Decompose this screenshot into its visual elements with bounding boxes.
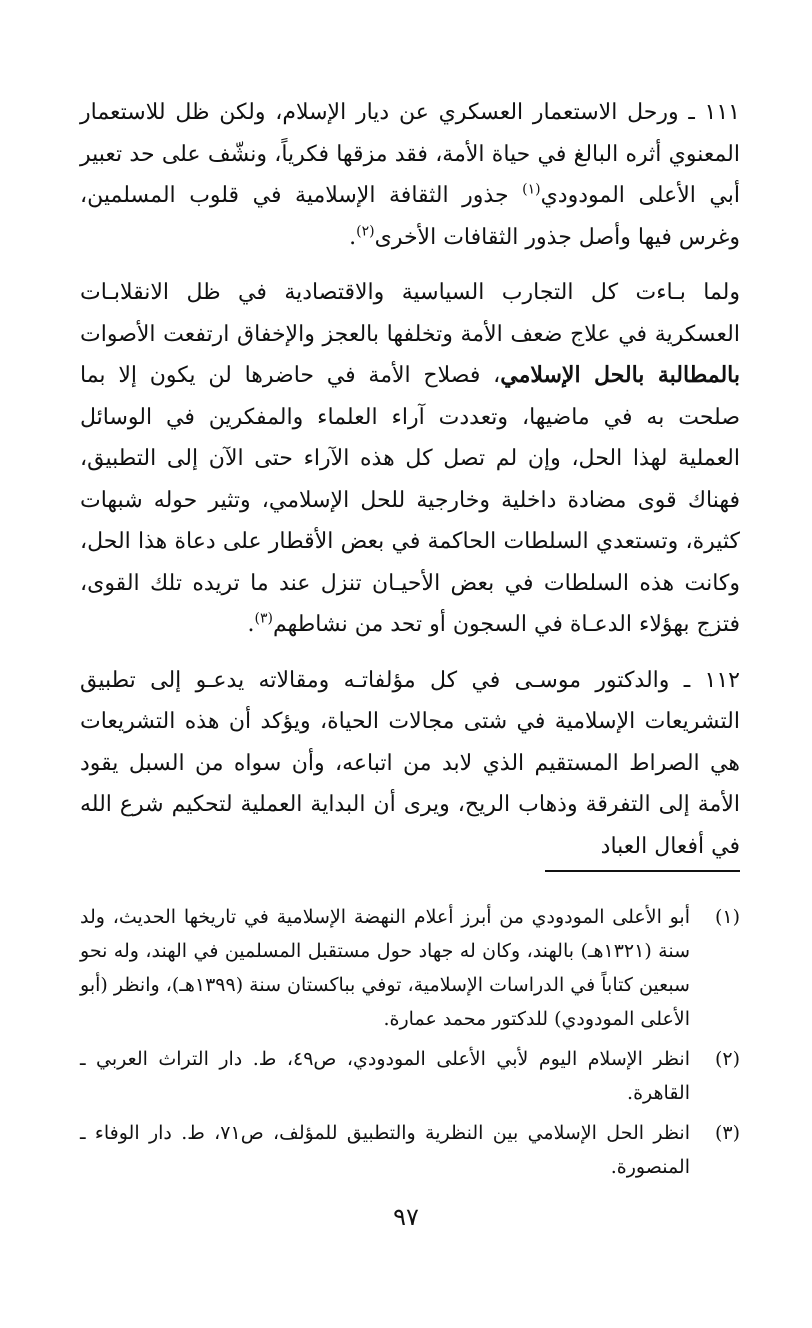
footnote-1 [80, 900, 740, 1036]
paragraph-text: ، فصلاح الأمة في حاضرها لن يكون إلا بما صلحت به في ماضيها، وتعددت آراء العلماء والمفكرين في الوسائل العملية لهذا الحل، وإن لم تصل كل هذه الآراء حتى الآن إلى التطبيق، فهناك قوى مضادة داخلية وخارجية للحل الإسلامي، وتثير حوله شبهات كثيرة، وتستعدي السلطات الحاكمة في بعض الأقطار على دعاة هذا الحل، وكانت هذه السلطات في بعض الأحيـان تنزل عند ما تريده تلك القوى، فتزج بهؤلاء الدعـاة في السجون أو تحد من نشاطهم [80, 363, 741, 637]
footnote-number: (٢) [714, 1048, 740, 1070]
paragraph-111 [80, 92, 740, 258]
footnote-separator [545, 870, 740, 872]
footnote-number: (١) [714, 906, 740, 928]
footnote-2 [80, 1042, 740, 1110]
footnote-ref-1: (١) [522, 181, 541, 198]
footnote-text: أبو الأعلى المودودي من أبرز أعلام النهضة الإسلامية في تاريخها الحديث، ولد سنة (١٣٢١هـ) بالهند، وكان له جهاد حول مستقبل المسلمين في الهند، وله نحو سبعين كتاباً في الدراسات الإسلامية، توفي بباكستان سنة (١٣٩٩هـ)، وانظر (أبو الأعلى المودودي) للدكتور محمد عمارة. [80, 906, 691, 1030]
paragraph-text: . [349, 224, 357, 250]
footnotes [80, 900, 740, 1190]
footnote-ref-2: (٢) [356, 223, 375, 240]
page-number: ٩٧ [393, 1203, 419, 1231]
footnote-text: انظر الحل الإسلامي بين النظرية والتطبيق للمؤلف، ص٧١، ط. دار الوفاء ـ المنصورة. [80, 1122, 691, 1178]
footnote-number: (٣) [714, 1122, 740, 1144]
paragraph-text: جذور الثقافة الإسلامية في قلوب المسلمين، وغرس فيها وأصل جذور الثقافات الأخرى [80, 183, 740, 250]
paragraph-112 [80, 660, 740, 868]
paragraph-111-continued [80, 272, 740, 646]
paragraph-text: ١١٢ ـ والدكتور موسـى في كل مؤلفاتـه ومقالاته يدعـو إلى تطبيق التشريعات الإسلامية في شتى مجالات الحياة، ويؤكد أن هذه التشريعات هي الصراط المستقيم الذي لابد من اتباعه، وأن سواه من السبل يقود الأمة إلى التفرقة وذهاب الريح، ويرى أن البداية العملية لتحكيم شرع الله في أفعال العباد [80, 667, 740, 859]
paragraph-text: . [247, 612, 255, 637]
footnote-3 [80, 1116, 740, 1184]
footnote-text: انظر الإسلام اليوم لأبي الأعلى المودودي، ص٤٩، ط. دار التراث العربي ـ القاهرة. [80, 1048, 690, 1104]
bold-phrase: بالمطالبة بالحل الإسلامي [500, 362, 741, 388]
footnote-ref-3: (٣) [254, 610, 273, 627]
paragraph-text: ولما بـاءت كل التجارب السياسية والاقتصادية في ظل الانقلابـات العسكرية في علاج ضعف الأمة وتخلفها بالعجز والإخفاق ارتفعت الأصوات [80, 280, 740, 347]
main-text [80, 92, 740, 867]
paragraph-text: ١١١ ـ ورحل الاستعمار العسكري عن ديار الإسلام، ولكن ظل للاستعمار المعنوي أثره البالغ في حياة الأمة، فقد مزقها فكرياً، ونشّف على حد تعبير أبي الأعلى المودودي [80, 100, 740, 208]
